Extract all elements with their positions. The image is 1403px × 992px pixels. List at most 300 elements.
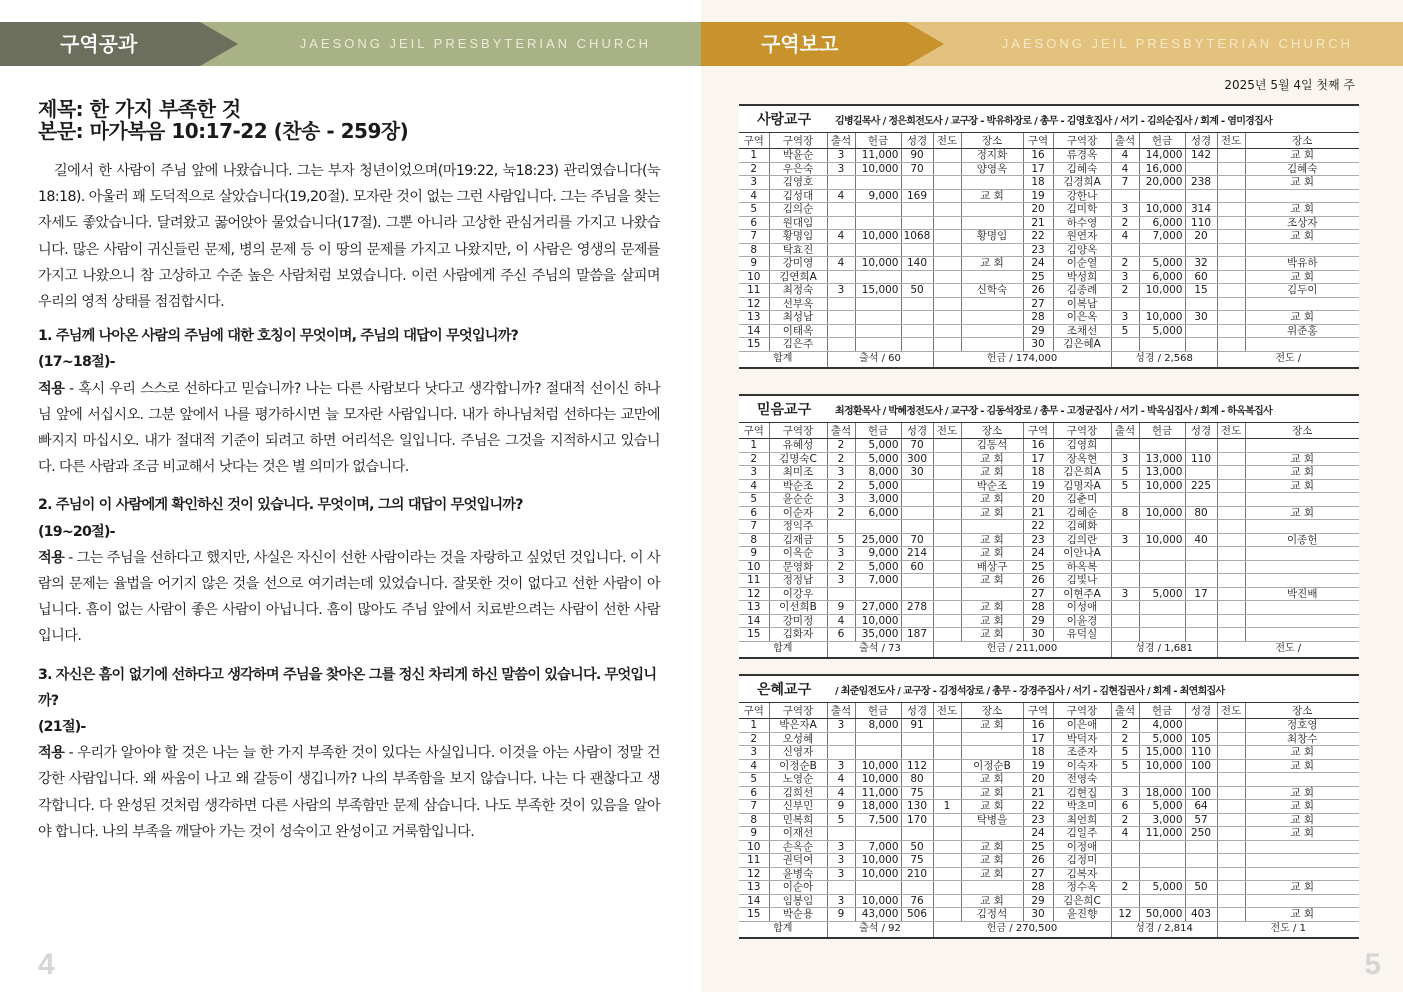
table-cell [961,297,1023,311]
table-cell: 교 회 [961,628,1023,642]
table-cell: 25 [1023,840,1053,854]
table-cell: 교 회 [961,533,1023,547]
table-cell: 3 [827,840,855,854]
table-row [739,773,1359,787]
table-cell: 28 [1023,881,1053,895]
table-header-row [739,423,1359,439]
table-cell: 김춘미 [1053,493,1111,507]
table-cell: 11,000 [855,786,901,800]
table-cell [901,216,933,230]
table-row [739,813,1359,827]
table-row [739,189,1359,203]
table-cell: 류경옥 [1053,149,1111,163]
table-cell [961,203,1023,217]
table-cell: 22 [1023,800,1053,814]
page-number: 5 [1364,948,1381,981]
table-cell: 3 [827,284,855,298]
table-row [739,297,1359,311]
table-cell: 2 [827,439,855,453]
table-cell: 이선희B [769,601,827,615]
table-cell: 강한나 [1053,189,1111,203]
table-cell: 5,000 [1139,881,1185,895]
question-2-ref: (19~20절)- [38,523,115,540]
table-cell: 유혜성 [769,439,827,453]
table-cell [961,732,1023,746]
table-cell: 100 [1185,759,1217,773]
total-attendance: 출석 / 92 [827,921,933,938]
total-offering: 헌금 / 211,000 [933,641,1111,658]
table-cell: 5 [827,813,855,827]
table-cell: 김빛나 [1053,574,1111,588]
table-cell [1245,547,1359,561]
table-cell: 김화자 [769,628,827,642]
table-cell: 탁병을 [961,813,1023,827]
table-cell [1217,759,1245,773]
table-cell: 22 [1023,520,1053,534]
table-cell: 17 [1185,587,1217,601]
table-cell [1217,324,1245,338]
table-cell [933,270,961,284]
table-cell [1139,338,1185,352]
table-cell [855,270,901,284]
table-cell: 9 [827,601,855,615]
total-offering: 헌금 / 174,000 [933,351,1111,368]
table-cell [855,746,901,760]
table-cell: 20 [1185,230,1217,244]
table-cell: 4 [1111,827,1139,841]
table-cell: 이정애 [1053,840,1111,854]
table-row [739,439,1359,453]
table-row [739,881,1359,895]
table-cell: 10,000 [855,867,901,881]
table-cell [933,881,961,895]
table-row [739,338,1359,352]
table-cell: 윤순순 [769,493,827,507]
table-cell: 교 회 [1245,881,1359,895]
table-cell: 142 [1185,149,1217,163]
sermon-passage: 본문: 마가복음 10:17-22 (찬송 - 259장) [38,119,409,143]
table-cell: 110 [1185,746,1217,760]
table-cell: 김미학 [1053,203,1111,217]
table-cell [1139,614,1185,628]
table-cell: 27 [1023,867,1053,881]
table-cell: 7 [1111,176,1139,190]
table-cell: 김정미 [1053,854,1111,868]
table-cell: 10,000 [1139,506,1185,520]
table-cell: 신영자 [769,746,827,760]
table-cell [1111,614,1139,628]
table-cell [1217,257,1245,271]
table-cell [933,520,961,534]
table-cell [827,216,855,230]
table-cell [1185,162,1217,176]
table-cell [1185,243,1217,257]
table-cell: 최성남 [769,311,827,325]
table-cell: 김연희A [769,270,827,284]
table-cell: 박덕자 [1053,732,1111,746]
table-cell: 7,500 [855,813,901,827]
total-evangelism: 전도 / 1 [1217,921,1359,938]
table-cell: 강미정 [769,614,827,628]
table-cell: 2 [739,162,769,176]
table-cell: 5 [1111,746,1139,760]
banner-title: 구역공과 [60,32,138,56]
table-cell: 김은주 [769,338,827,352]
table-cell: 14 [739,614,769,628]
total-bible: 성경 / 2,568 [1111,351,1217,368]
table-cell [1217,746,1245,760]
table-cell [1217,243,1245,257]
table-cell: 3,000 [1139,813,1185,827]
table-cell: 이순열 [1053,257,1111,271]
table-cell: 5 [739,493,769,507]
table-row [739,854,1359,868]
table-cell: 김혜순 [1053,506,1111,520]
table-cell [1245,338,1359,352]
table-cell: 우은숙 [769,162,827,176]
table-cell: 24 [1023,547,1053,561]
table-cell [1139,601,1185,615]
table-cell [1245,297,1359,311]
table-cell [1185,867,1217,881]
table-row [739,759,1359,773]
table-cell: 40 [1185,533,1217,547]
table-cell: 하수영 [1053,216,1111,230]
district-name: 은혜교구 [757,682,812,698]
table-cell [827,203,855,217]
table-cell: 506 [901,908,933,922]
table-cell: 4 [827,189,855,203]
table-cell: 교 회 [1245,176,1359,190]
table-cell: 1 [933,800,961,814]
table-cell [1139,297,1185,311]
table-cell [961,746,1023,760]
table-cell [901,506,933,520]
table-cell: 교 회 [1245,311,1359,325]
table-cell [933,439,961,453]
table-cell: 4 [827,773,855,787]
table-cell: 김명자A [1053,479,1111,493]
table-cell [1185,493,1217,507]
total-offering: 헌금 / 270,500 [933,921,1111,938]
table-cell: 이윤경 [1053,614,1111,628]
table-cell: 정익주 [769,520,827,534]
table-cell [933,867,961,881]
table-cell [827,324,855,338]
table-cell: 19 [1023,759,1053,773]
table-cell [1245,601,1359,615]
table-cell: 박초미 [1053,800,1111,814]
table-cell: 29 [1023,324,1053,338]
table-cell: 26 [1023,284,1053,298]
table-row [739,284,1359,298]
table-cell: 9,000 [855,189,901,203]
table-cell: 50 [901,840,933,854]
table-cell [1217,827,1245,841]
table-row [739,243,1359,257]
table-cell [827,881,855,895]
table-cell: 박윤순 [769,149,827,163]
table-cell: 4 [739,189,769,203]
table-row [739,506,1359,520]
table-cell: 76 [901,894,933,908]
table-cell: 2 [1111,284,1139,298]
table-cell: 105 [1185,732,1217,746]
table-cell: 15 [1185,284,1217,298]
district-staff: / 최준임전도사 / 교구장 - 김정석장로 / 총무 - 강경주집사 / 서기 - 김현집권사 / 회계 - 최연희집사 [835,686,1225,697]
column-header: 구역장 [1053,703,1111,719]
table-cell: 10 [739,270,769,284]
district-staff: 김병길목사 / 정은희전도사 / 교구장 - 박유하장로 / 총무 - 김영호집사 / 서기 - 김의순집사 / 회계 - 염미경집사 [835,116,1273,127]
table-cell [901,614,933,628]
table-cell: 21 [1023,786,1053,800]
total-attendance: 출석 / 73 [827,641,933,658]
table-cell [933,628,961,642]
table-cell: 교 회 [961,574,1023,588]
table-cell [933,827,961,841]
table-cell: 이성애 [1053,601,1111,615]
table-cell: 11 [739,284,769,298]
table-cell: 황명임 [769,230,827,244]
table-cell: 이순자 [769,506,827,520]
table-cell: 13 [739,881,769,895]
table-cell: 이숙자 [1053,759,1111,773]
table-row [739,719,1359,733]
table-cell [1245,493,1359,507]
table-cell: 4 [1111,230,1139,244]
table-cell: 16 [1023,719,1053,733]
table-row [739,162,1359,176]
table-cell [1111,338,1139,352]
table-cell [1217,230,1245,244]
table-cell [933,162,961,176]
table-cell [1217,439,1245,453]
district-header [739,394,1359,423]
table-cell [901,881,933,895]
table-cell [1185,560,1217,574]
column-header: 헌금 [855,703,901,719]
table-cell: 80 [901,773,933,787]
table-cell: 이강우 [769,587,827,601]
table-cell [1217,719,1245,733]
table-cell [827,827,855,841]
table-row [739,176,1359,190]
table-cell [933,533,961,547]
table-cell: 6 [1111,800,1139,814]
table-cell: 13 [739,311,769,325]
table-cell: 169 [901,189,933,203]
table-cell: 조상자 [1245,216,1359,230]
table-cell: 선부옥 [769,297,827,311]
table-cell [1217,533,1245,547]
column-header: 장소 [1245,423,1359,439]
table-cell [1217,311,1245,325]
table-cell: 6 [739,216,769,230]
table-cell: 오성혜 [769,732,827,746]
table-cell: 7,000 [1139,230,1185,244]
table-cell: 김은혜A [1053,338,1111,352]
table-cell: 윤진향 [1053,908,1111,922]
table-cell: 314 [1185,203,1217,217]
table-cell: 문영화 [769,560,827,574]
table-cell: 13,000 [1139,466,1185,480]
table-cell: 250 [1185,827,1217,841]
table-cell [901,311,933,325]
district-header [739,674,1359,703]
table-cell [961,520,1023,534]
table-cell: 14 [739,324,769,338]
table-cell [1245,614,1359,628]
table-cell: 조준자 [1053,746,1111,760]
table-cell [1217,867,1245,881]
table-cell: 김영호 [769,176,827,190]
table-cell: 8 [1111,506,1139,520]
table-cell: 권덕여 [769,854,827,868]
table-cell: 교 회 [1245,908,1359,922]
table-cell [1185,297,1217,311]
table-cell [1217,338,1245,352]
table-cell: 7,000 [855,840,901,854]
table-cell: 김명숙C [769,452,827,466]
table-cell: 70 [901,439,933,453]
table-cell [827,746,855,760]
table-cell [1111,773,1139,787]
table-cell: 187 [901,628,933,642]
table-cell [961,243,1023,257]
table-cell [1139,547,1185,561]
table-cell [1245,439,1359,453]
table-cell: 10 [739,560,769,574]
table-cell [1111,601,1139,615]
table-row [739,628,1359,642]
table-cell: 김의란 [1053,533,1111,547]
table-cell [1111,840,1139,854]
table-cell [855,520,901,534]
column-header: 장소 [961,703,1023,719]
column-header: 장소 [1245,703,1359,719]
table-cell: 김은희C [1053,894,1111,908]
table-cell: 1 [739,719,769,733]
table-cell: 2 [827,506,855,520]
table-cell: 교 회 [961,840,1023,854]
column-header: 헌금 [1139,423,1185,439]
table-cell: 위준홍 [1245,324,1359,338]
table-cell: 80 [1185,506,1217,520]
table-cell [933,149,961,163]
table-cell: 교 회 [1245,759,1359,773]
table-cell: 24 [1023,257,1053,271]
table-cell: 18,000 [1139,786,1185,800]
table-cell [933,203,961,217]
table-cell: 정정남 [769,574,827,588]
table-row [739,466,1359,480]
total-bible: 성경 / 2,814 [1111,921,1217,938]
table-cell: 6 [739,506,769,520]
table-cell: 27 [1023,587,1053,601]
table-cell [901,176,933,190]
table-cell [1245,520,1359,534]
table-cell [1217,452,1245,466]
table-cell [961,324,1023,338]
table-cell [1185,614,1217,628]
table-cell: 2 [1111,813,1139,827]
table-cell [901,338,933,352]
table-cell: 90 [901,149,933,163]
table-cell [855,732,901,746]
table-cell: 조채선 [1053,324,1111,338]
column-header: 헌금 [1139,703,1185,719]
table-cell: 3 [827,867,855,881]
table-cell [901,574,933,588]
table-cell: 3 [827,493,855,507]
table-cell [933,257,961,271]
table-cell [1185,601,1217,615]
table-cell [1139,439,1185,453]
table-cell: 5,000 [1139,732,1185,746]
table-cell [1185,520,1217,534]
table-cell: 1068 [901,230,933,244]
table-cell: 1 [739,439,769,453]
table-cell: 박진배 [1245,587,1359,601]
table-cell: 10,000 [855,773,901,787]
table-cell [855,216,901,230]
table-cell: 14 [739,894,769,908]
table-cell: 10,000 [1139,759,1185,773]
table-row [739,746,1359,760]
table-cell [933,176,961,190]
table-cell [933,587,961,601]
table-cell: 교 회 [961,257,1023,271]
table-cell [961,270,1023,284]
table-cell: 8 [739,813,769,827]
table-cell: 300 [901,452,933,466]
table-cell: 2 [827,479,855,493]
table-cell: 9 [739,257,769,271]
table-cell: 10,000 [855,759,901,773]
table-cell: 23 [1023,813,1053,827]
table-cell: 2 [1111,257,1139,271]
table-cell: 3 [827,466,855,480]
table-cell: 박유하 [1245,257,1359,271]
column-header: 성경 [1185,133,1217,149]
table-cell [933,189,961,203]
table-cell: 35,000 [855,628,901,642]
table-cell [1185,719,1217,733]
table-cell [1139,560,1185,574]
table-cell: 3 [739,466,769,480]
table-cell [1217,800,1245,814]
table-cell [1217,908,1245,922]
table-cell: 15,000 [1139,746,1185,760]
table-cell [901,732,933,746]
table-row [739,560,1359,574]
table-cell: 3 [1111,533,1139,547]
table-cell: 6,000 [855,506,901,520]
apply-label: 적용 [38,549,65,566]
table-row [739,840,1359,854]
table-cell: 3 [1111,786,1139,800]
district-mideum [739,394,1359,659]
table-cell: 8 [739,533,769,547]
table-cell: 김종례 [1053,284,1111,298]
table-cell: 3 [1111,587,1139,601]
table-cell: 전영숙 [1053,773,1111,787]
table-cell [1185,894,1217,908]
table-cell: 8,000 [855,719,901,733]
table-cell: 170 [901,813,933,827]
table-cell [1111,189,1139,203]
table-cell: 112 [901,759,933,773]
